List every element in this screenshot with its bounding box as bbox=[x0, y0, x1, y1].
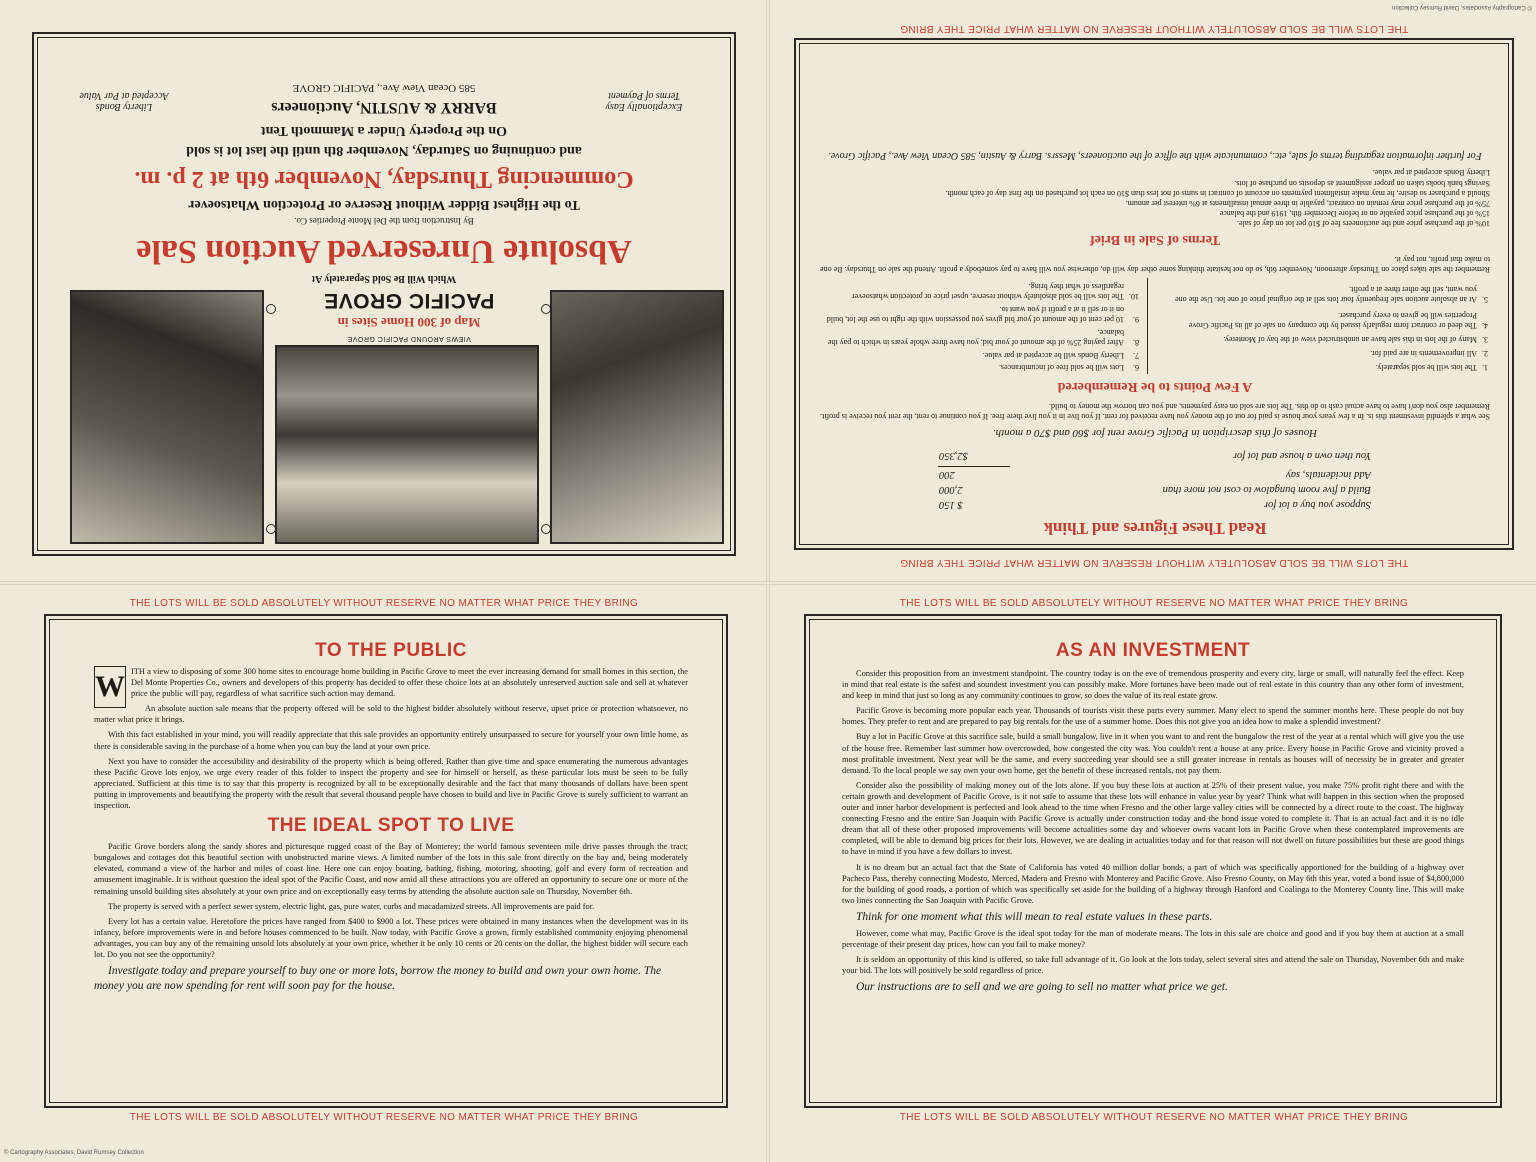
public-paragraph: The property is served with a perfect sewer system, electric light, gas, pure water, curbs and macadamized streets. All improvements are paid for. bbox=[108, 901, 595, 911]
figure-label: You then own a house and lot for bbox=[1232, 450, 1371, 462]
repeat-line-top: THE LOTS WILL BE SOLD ABSOLUTELY WITHOUT RESERVE NO MATTER WHAT PRICE THEY BRING bbox=[899, 598, 1409, 609]
horizontal-fold bbox=[0, 581, 1536, 585]
rent-line: Houses of this description in Pacific Grove rent for $60 and $70 a month. bbox=[992, 427, 1318, 439]
think-line: Think for one moment what this will mean to real estate values in these parts. bbox=[856, 910, 1213, 923]
copyright-right: © Cartography Associates, David Rumsey Collection bbox=[1392, 4, 1532, 10]
dropcap: W bbox=[94, 666, 126, 708]
ornament-dot bbox=[541, 524, 551, 534]
points-left-list bbox=[1162, 278, 1490, 374]
points-right-list bbox=[820, 278, 1148, 374]
figure-label: Build a five room bungalow to cost not more than bbox=[1162, 484, 1371, 495]
repeat-line-bottom: THE LOTS WILL BE SOLD ABSOLUTELY WITHOUT RESERVE NO MATTER WHAT PRICE THEY BRING bbox=[899, 1112, 1409, 1123]
list-item: 2. All improvements in are paid for. bbox=[1370, 349, 1488, 359]
photo-surf-rocks bbox=[275, 345, 539, 544]
public-panel bbox=[14, 592, 754, 1152]
further-info: For further information regarding terms of sale, etc., communicate with the office of the auctioneers, Messrs. Barry & Austin, 585 Ocean View Ave., Pacific Grove. bbox=[828, 150, 1482, 162]
repeat-line-top: THE LOTS WILL BE SOLD ABSOLUTELY WITHOUT RESERVE NO MATTER WHAT PRICE THEY BRING bbox=[899, 557, 1409, 568]
investment-paragraph: Consider this proposition from an investment standpoint. The country today is on the eve of tremendous prosperity and every city, large or small, will naturally feel the effect. Keep in mind that real estate is the safest and soundest investment you can possibly make. More fortunes have been made out of real estate in this country than any other form of investment, and keep in mind that just so long as any community continues to grow, so does the value of its real estate grow. bbox=[842, 669, 1464, 701]
list-item: 6. Lots will be sold free of incumbrances. bbox=[998, 363, 1140, 373]
place-name: PACIFIC GROVE bbox=[323, 289, 495, 312]
figures-title: Read These Figures and Think bbox=[1043, 519, 1267, 538]
investment-paragraph: Buy a lot in Pacific Grove at this sacrifice sale, build a small bungalow, live in it when you want to and rent the bungalow the rest of the year at a rental which will give you the use of the house free. Remember last summer how overcrowded, how congested the city was. You couldn't rent a house at any price. Every house in Pacific Grove and vicinity proved a most profitable investment. Next year will be the same, and every succeeding year should see a still greater increase in rentals as houses will of necessity be in greater and greater demand. To the local people we say own your own home, get the benefit of these increased rentals, not pay them. bbox=[842, 732, 1464, 775]
photo-rocky-cliff bbox=[70, 290, 264, 544]
headline: Absolute Unreserved Auction Sale bbox=[136, 233, 632, 270]
list-item: 1. The lots will be sold separately. bbox=[1375, 363, 1488, 373]
public-paragraph: ITH a view to disposing of some 300 home sites to encourage home building in Pacific Grove to meet the ever increasing demand for small homes in this section, the Del Monte Properties Co., owners and developers of this property has decided to offer these choice lots at an absolutely unreserved auction sale and sell at whatever price the public will pay, regardless of what sacrifice such action may demand. bbox=[131, 667, 688, 699]
investment-paragraph: Pacific Grove is becoming more popular each year. Thousands of tourists visit these parts every summer. Many elect to spend the summer months here. These people do not buy homes. They prefer to rent and are prepared to pay big rentals for the use of a summer home. Does this not give you an idea how to make a splendid investment? bbox=[842, 706, 1464, 727]
public-title: TO THE PUBLIC bbox=[315, 640, 467, 661]
map-title: Map of 300 Home Sites in bbox=[337, 315, 481, 330]
investment-paragraph: Consider also the possibility of making money out of the lots alone. If you buy these lots at auction at 25% of their present value, you make 75% profit right there and with the certain growth and development of Pacific Grove, is it not safe to assume that these lots will enhance in value year by year? Think what will happen in this section when the proposed outer and inner harbor development is perfected and look ahead to the time when Fresno and the other large valley cities will be connected by a direct route to the coast. The highway connecting Fresno and the entire San Joaquin with Pacific Grove is actually under construction today and the bond issue voted to complete it. That is an actual fact and it is no idle dream that all of these other proposed improvements will become actualities some day and whoever owns vacant lots in Pacific Grove when these contemplated improvements are completed, will be able to demand big prices for their lots. However, we are dealing in actualities today and for that reason will not dwell on future possibilities but these are good things to have in mind if you have a few dollars to invest. bbox=[842, 780, 1464, 857]
public-paragraph: Pacific Grove borders along the sandy shores and picturesque rugged coast of the Bay of Monterey; the world famous seventeen mile drive passes through the tract; bungalows and cottages dot this beautiful section with unobstructed marine views. A limited number of the lots in this sale front directly on the bay and, being moderately elevated, command a view of the harbor and miles of coast line. Here one can enjoy boating, bathing, fishing, motoring, shooting, golf and every form of recreation and amusement imaginable. It is without question the ideal spot of the Pacific Coast, and now amid all these attractions you are offered an opportunity to secure one or more of the remaining unsold building sites absolutely at your own price and on exceptionally easy terms by attending the absolute auction sale on Thursday, November 6th. bbox=[94, 842, 688, 896]
investment-panel bbox=[784, 592, 1524, 1152]
right-note-2: Accepted at Par Value bbox=[79, 90, 169, 101]
terms-list bbox=[820, 167, 1490, 228]
figure-value: $ 150 bbox=[939, 499, 963, 510]
investment-paragraph: It is no dream but an actual fact that the State of California has voted 40 million dollar bonds, a part of which was specifically apportioned for the building of a highway over Pacheco Pass, thereby connecting Modesto, Merced, Madera and Fresno with Monterey and Pacific Grove. Also Fresno County, on May 6th this year, voted a bond issue of $4,800,000 for the building of good roads, a portion of which was specifically set aside for the building of a highway through Hanford and Coalinga to the Monterey County line. This will make two lines connecting the San Joaquin with Pacific Grove. bbox=[842, 862, 1464, 905]
public-paragraph: An absolute auction sale means that the property offered will be sold to the highest bidder absolutely without reserve, upset price or protection whatsoever, no matter what price it brings. bbox=[94, 704, 688, 725]
figure-label: Suppose you buy a lot for bbox=[1263, 499, 1371, 510]
ideal-spot-title: THE IDEAL SPOT TO LIVE bbox=[267, 815, 515, 837]
list-item: 3. Many of the lots in this sale have an unobstructed view of the bay of Monterey. bbox=[1223, 335, 1488, 345]
public-paragraph: Every lot has a certain value. Heretofore the prices have ranged from $400 to $900 a lot. These prices were obtained in many instances when the development was in its infancy, before improvements were in and before houses commenced to be built. Now today, with Pacific Grove a grown, firmly established community enjoying phenomenal advantages, you can buy any of the remaining unsold lots absolutely at your own price, whether it be only 10 cents or 20 cents on the dollar, the highest bidder will secure each lot. Do you not see the opportunity? bbox=[94, 916, 688, 959]
ornament-dot bbox=[266, 524, 276, 534]
views-caption: VIEWS AROUND PACIFIC GROVE bbox=[347, 335, 471, 342]
list-item: 8. After paying 25% of the amount of your bid, you have three whole years in which to pay the balance. bbox=[827, 327, 1140, 348]
cover-panel bbox=[14, 14, 754, 574]
commencing-line: Commencing Thursday, November 6th at 2 p. m. bbox=[134, 166, 634, 192]
figure-value: 2,000 bbox=[939, 484, 963, 495]
investment-paragraph: However, come what may, Pacific Grove is the ideal spot today for the man of moderate means. The lots in this sale are choice and good and if you buy them at auction at a small percentage of their present day prices, how can you fail to make money? bbox=[842, 928, 1464, 949]
terms-line: Liberty Bonds accepted at par value. bbox=[1372, 168, 1490, 178]
sold-separately: Which Will Be Sold Separately At bbox=[311, 273, 457, 284]
terms-line: 75% of the purchase price may remain on contract, payable in three annual installments at 6% interest per annum. bbox=[1125, 198, 1490, 208]
terms-line: 10% of the purchase price and the auctioneers fee of $10 per lot on day of sale. bbox=[1236, 219, 1490, 229]
terms-line: Savings bank books taken on proper assignment as deposits on purchase of lots. bbox=[1234, 178, 1490, 188]
terms-title: Terms of Sale in Brief bbox=[1089, 232, 1221, 248]
list-item: 9. 10 per cent of the amount of your bid gives you possession with the right to use the lot, build on it or sell it at a profit if you want to. bbox=[826, 304, 1140, 325]
list-item: 4. The deed or contract form regularly issued by the company on sale of all its Pacific Grove Properties will be given to every purchaser. bbox=[1188, 310, 1488, 331]
investment-text: See what a splendid investment this is. In a few years your house is paid for out of the money you have received for rent. If you live in it you live there free. If you continue to rent, the rent you receive is profit. Remember also you don't have to have actual cash to do this. The lots are sold on easy payments, and you can borrow the money to build. bbox=[820, 401, 1490, 421]
investment-title: AS AN INVESTMENT bbox=[1055, 640, 1251, 661]
public-paragraph: With this fact established in your mind, you will readily appreciate that this sale provides an opportunity entirely unsurpassed to secure for yourself your own little home, as there is considerable saving in the purchase of a home when you can buy the land at your own price. bbox=[94, 730, 688, 751]
tent-line: On the Property Under a Mammoth Tent bbox=[260, 123, 508, 138]
instruction-line: By Instruction from the Del Monte Properties Co. bbox=[294, 216, 474, 226]
investment-paragraph: It is seldom an opportunity of this kind is offered, so take full advantage of it. Go look at the lots today, select several sites and attend the sale on Thursday, November 6th and make your bid. The lots will positively be sold regardless of price. bbox=[842, 955, 1464, 976]
terms-line: 15% of the purchase price payable on or before December 8th, 1919 and the balance bbox=[1219, 209, 1490, 219]
repeat-line-bottom: THE LOTS WILL BE SOLD ABSOLUTELY WITHOUT RESERVE NO MATTER WHAT PRICE THEY BRING bbox=[129, 1112, 639, 1123]
address: 585 Ocean View Ave., PACIFIC GROVE bbox=[292, 82, 476, 94]
remember-text: Remember the sale takes place on Thursday afternoon, November 6th, so do not hesitate thinking some other day will do, otherwise you will have to pay somebody a profit. Attend the sale on Thursday. Be one to make that profit, not pay it. bbox=[820, 254, 1490, 275]
figure-value: 200 bbox=[939, 469, 955, 480]
figure-value: $2,350 bbox=[938, 448, 1010, 467]
repeat-line-top: THE LOTS WILL BE SOLD ABSOLUTELY WITHOUT RESERVE NO MATTER WHAT PRICE THEY BRING bbox=[129, 598, 639, 609]
figures-panel bbox=[784, 14, 1524, 574]
photo-coast-trees bbox=[550, 290, 724, 544]
investment-closing: Our instructions are to sell and we are going to sell no matter what price we get. bbox=[856, 981, 1228, 994]
left-note-2: Terms of Payment bbox=[608, 90, 680, 101]
list-item: 5. At an absolute auction sale frequently four lots sell at the original price of one lot. Use the one you want, sell the other three at a profit. bbox=[1175, 284, 1488, 305]
repeat-line-bottom: THE LOTS WILL BE SOLD ABSOLUTELY WITHOUT RESERVE NO MATTER WHAT PRICE THEY BRING bbox=[899, 23, 1409, 34]
left-note-1: Exceptionally Easy bbox=[605, 101, 683, 112]
figure-label: Add incidentals, say bbox=[1286, 468, 1371, 480]
auctioneers: BARRY & AUSTIN, Auctioneers bbox=[271, 99, 497, 116]
right-note-1: Liberty Bonds bbox=[95, 101, 153, 112]
points-title: A Few Points to be Remembered bbox=[1057, 379, 1253, 395]
terms-line: Should a purchaser so desire, he may make installment payments on account of contract in sums of not less than $10 on each lot purchased on the first day of each month. bbox=[945, 188, 1490, 198]
public-paragraph: Next you have to consider the accessibility and desirability of the property which is being offered. Rather than give time and space enumerating the numerous advantages these Pacific Grove lots enjoy, we urge every reader of this folder to inspect the property and see for himself or herself, as these particular lots must be seen to be fully appreciated. Sufficient at this time is to say that this property is recognized by all to be exceptionally desirable and the fact that many thousands of dollars have been spent putting in improvements and beautifying the property with the result that several thousand people have chosen to build and live in Pacific Grove is surely sufficient to warrant an inspection. bbox=[94, 756, 688, 811]
figures-table bbox=[938, 448, 1372, 512]
bidder-line: To the Highest Bidder Without Reserve or Protection Whatsoever bbox=[188, 197, 580, 212]
list-item: 7. Liberty Bonds will be accepted at par value. bbox=[982, 350, 1140, 360]
continuing-line: and continuing on Saturday, November 8th until the last lot is sold bbox=[186, 143, 582, 158]
public-closing: Investigate today and prepare yourself to buy one or more lots, borrow the money to build and own your own home. The money you are now spending for rent will soon pay for the house. bbox=[94, 965, 662, 993]
copyright-left: © Cartography Associates, David Rumsey Collection bbox=[4, 1150, 144, 1156]
list-item: 10. The lots will be sold absolutely without reserve, upset price or protection whatsoever regardless of what they bring. bbox=[851, 281, 1140, 302]
